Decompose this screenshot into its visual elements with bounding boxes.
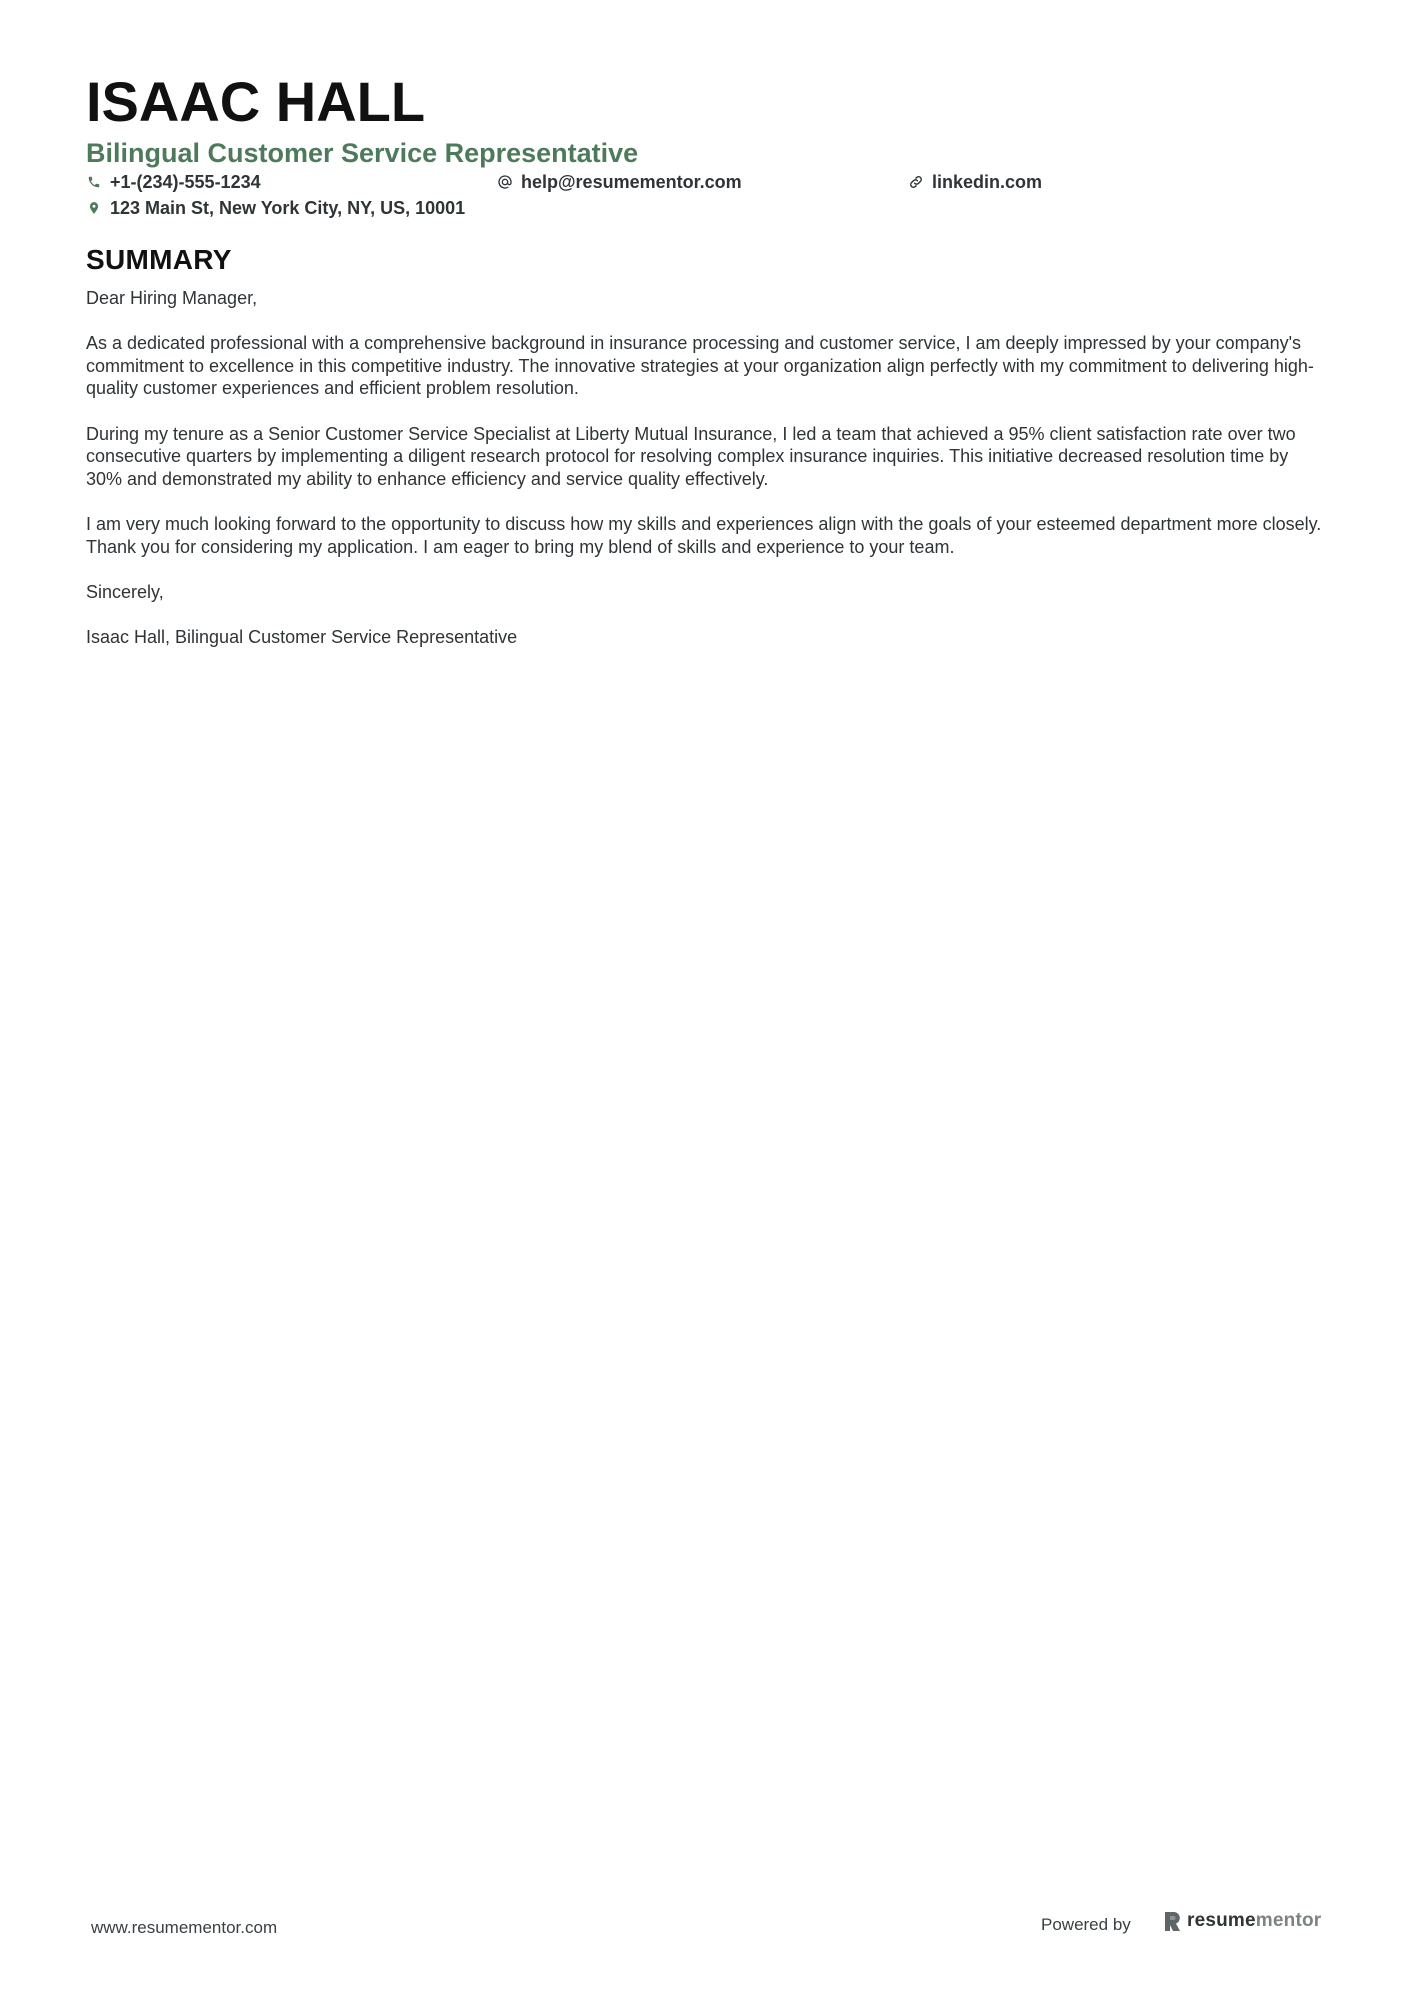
footer-brand[interactable] [1164,1910,1321,1932]
map-pin-icon [86,200,102,216]
address-text: 123 Main St, New York City, NY, US, 10001 [110,198,466,218]
link-icon [908,174,924,190]
summary-heading: SUMMARY [86,244,232,275]
at-icon [497,174,513,190]
contact-phone [86,170,261,194]
contact-info [86,170,1326,222]
footer-powered-by: Powered by [1041,1915,1131,1934]
phone-text: +1-(234)-555-1234 [110,172,261,192]
header [86,68,1326,222]
brand-part-1: resume [1187,1910,1256,1931]
resumementor-logo-icon [1164,1910,1182,1932]
closing: Sincerely, [86,581,164,602]
paragraph-1: As a dedicated professional with a comprehensive background in insurance processing and customer service, I am deeply impressed by your company's commitment to excellence in this competitive industry. The innovative strategies at your organization align perfectly with my commitment to delivering high-quality customer experiences and efficient problem resolution. [86,333,1314,399]
contact-address [86,196,465,220]
brand-part-2: mentor [1255,1910,1322,1931]
footer-url[interactable]: www.resumementor.com [91,1918,278,1937]
greeting: Dear Hiring Manager, [86,288,258,308]
signature: Isaac Hall, Bilingual Customer Service Representative [86,626,518,647]
link-text[interactable]: linkedin.com [932,172,1043,192]
paragraph-3: I am very much looking forward to the opportunity to discuss how my skills and experiences align with the goals of your esteemed department more closely. Thank you for considering my application. I am eager to bring my blend of skills and experience to your team. [86,513,1322,557]
contact-link[interactable] [908,170,1042,194]
contact-email[interactable] [497,170,742,194]
phone-icon [86,174,102,190]
paragraph-2: During my tenure as a Senior Customer Service Specialist at Liberty Mutual Insurance, I led a team that achieved a 95% client satisfaction rate over two consecutive quarters by implementing a diligent research protocol for resolving complex insurance inquiries. This initiative decreased resolution time by 30% and demonstrated my ability to enhance efficiency and service quality effectively. [86,423,1296,489]
job-title: Bilingual Customer Service Representative [86,138,639,168]
email-text[interactable]: help@resumementor.com [521,172,742,192]
candidate-name: ISAAC HALL [86,70,426,133]
letter-body [86,287,1326,671]
